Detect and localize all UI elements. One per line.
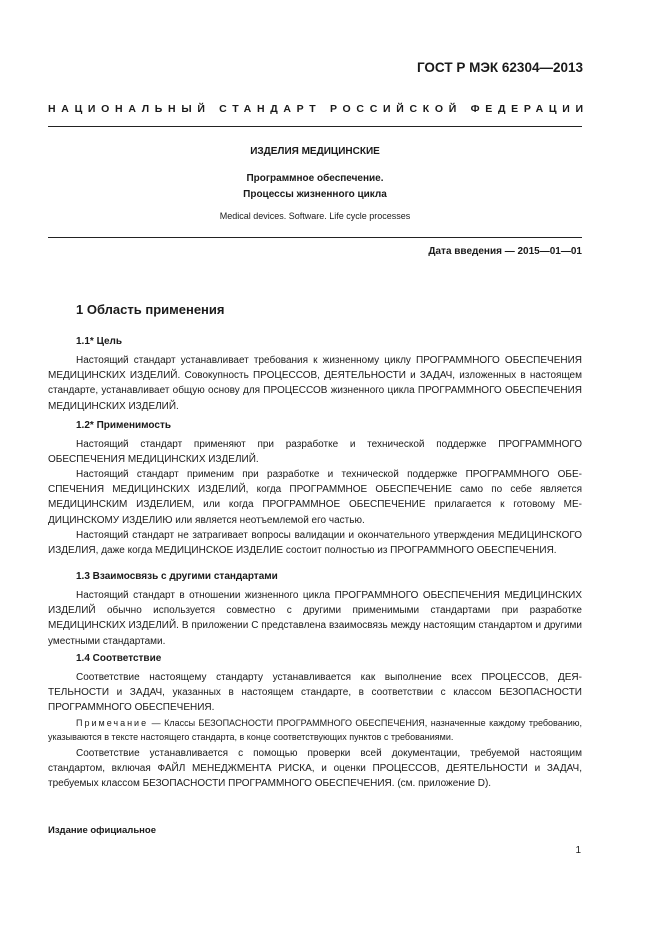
title-divider xyxy=(48,237,582,238)
note-label: Примечание xyxy=(76,718,149,728)
section-1-4-note xyxy=(48,716,582,744)
title-english: Medical devices. Software. Life cycle processes xyxy=(219,211,411,221)
note-text: — Классы БЕЗОПАСНОСТИ ПРОГРАММНОГО ОБЕСПЕЧЕНИЯ, назначенные каждому требованию, указываются в тексте настоящего стандарта, в конце соответствующих пунктов с требованиями. xyxy=(48,718,582,742)
section-1-1-paragraph: Настоящий стандарт устанавливает требования к жизненному циклу ПРОГРАММНОГО ОБЕСПЕЧЕНИЯ МЕДИЦИНСКИХ ИЗДЕЛИЙ. Совокупность ПРОЦЕССОВ, ДЕЯТЕЛЬНОСТИ и ЗАДАЧ, изложенных в настоящем стандарте, устанавливает общую основу для ПРОЦЕССОВ жизненного цикла ПРОГРАММНОГО ОБЕСПЕЧЕНИЯ МЕДИЦИНСКИХ ИЗДЕЛИЙ. xyxy=(48,355,582,412)
section-1-3-paragraph: Настоящий стандарт в отношении жизненного цикла ПРОГРАММНОГО ОБЕСПЕЧЕНИЯ МЕДИЦИНСКИХ ИЗДЕЛИЙ обычно используется совместно с другими применимыми стандартами при разработке МЕДИЦИНСКИХ ИЗДЕЛИЙ. В приложении С представлена взаимосвязь между настоящим стандартом и другими уместными стандартами. xyxy=(48,590,582,647)
title-subtitle xyxy=(48,171,582,203)
title-line-1: ИЗДЕЛИЯ МЕДИЦИНСКИЕ xyxy=(250,146,380,157)
introduction-date: Дата введения — 2015—01—01 xyxy=(428,246,582,257)
national-standard-heading: НАЦИОНАЛЬНЫЙ СТАНДАРТ РОССИЙСКОЙ ФЕДЕРАЦИИ xyxy=(48,103,589,115)
title-line-2: Программное обеспечение. xyxy=(246,173,384,184)
section-1-title: 1 Область применения xyxy=(76,302,225,317)
section-1-2-paragraph-2: Настоящий стандарт применим при разработке и технической поддержке ПРОГРАММНОГО ОБЕСПЕЧЕНИЯ МЕДИЦИНСКИХ ИЗДЕЛИЙ, когда ПРОГРАММНОЕ ОБЕСПЕЧЕНИЕ само по себе является МЕДИЦИНСКИМ ИЗДЕЛИЕМ, или когда ПРОГРАММНОЕ ОБЕСПЕЧЕНИЕ прилагается к готовому МЕДИЦИНСКОМУ ИЗДЕЛИЮ или является неотъемлемой его частью. xyxy=(48,469,582,526)
section-1-4-paragraph-2: Соответствие устанавливается с помощью проверки всей документации, требуемой настоящим стандартом, включая ФАЙЛ МЕНЕДЖМЕНТА РИСКА, и оценки ПРОЦЕССОВ, ДЕЯТЕЛЬНОСТИ и ЗАДАЧ, требуемых классом БЕЗОПАСНОСТИ ПРОГРАММНОГО ОБЕСПЕЧЕНИЯ. (см. приложение D). xyxy=(48,748,582,790)
top-divider xyxy=(48,126,582,127)
section-1-2-paragraph-3: Настоящий стандарт не затрагивает вопросы валидации и окончательного утверждения МЕДИЦИНСКОГО ИЗДЕЛИЯ, даже когда МЕДИЦИНСКОЕ ИЗДЕЛИЕ состоит полностью из ПРОГРАММНОГО ОБЕСПЕЧЕНИЯ. xyxy=(48,530,582,557)
section-1-2-paragraph-1: Настоящий стандарт применяют при разработке и технической поддержке ПРОГРАММНОГО ОБЕСПЕЧЕНИЯ МЕДИЦИНСКИХ ИЗДЕЛИЙ. xyxy=(48,439,582,466)
official-edition-label: Издание официальное xyxy=(48,825,156,836)
section-1-1-heading: 1.1* Цель xyxy=(76,336,123,347)
section-1-4-heading: 1.4 Соответствие xyxy=(76,653,162,664)
title-line-3: Процессы жизненного цикла xyxy=(243,189,387,200)
section-1-3-heading: 1.3 Взаимосвязь с другими стандартами xyxy=(76,571,278,582)
page-number: 1 xyxy=(575,845,581,856)
section-1-4-paragraph-1: Соответствие настоящему стандарту устанавливается как выполнение всех ПРОЦЕССОВ, ДЕЯТЕЛЬНОСТИ и ЗАДАЧ, указанных в настоящем стандарте, в соответствии с классом БЕЗОПАСНОСТИ ПРОГРАММНОГО ОБЕСПЕЧЕНИЯ. xyxy=(48,672,582,714)
standard-number: ГОСТ Р МЭК 62304—2013 xyxy=(416,60,583,75)
section-1-2-heading: 1.2* Применимость xyxy=(76,420,172,431)
